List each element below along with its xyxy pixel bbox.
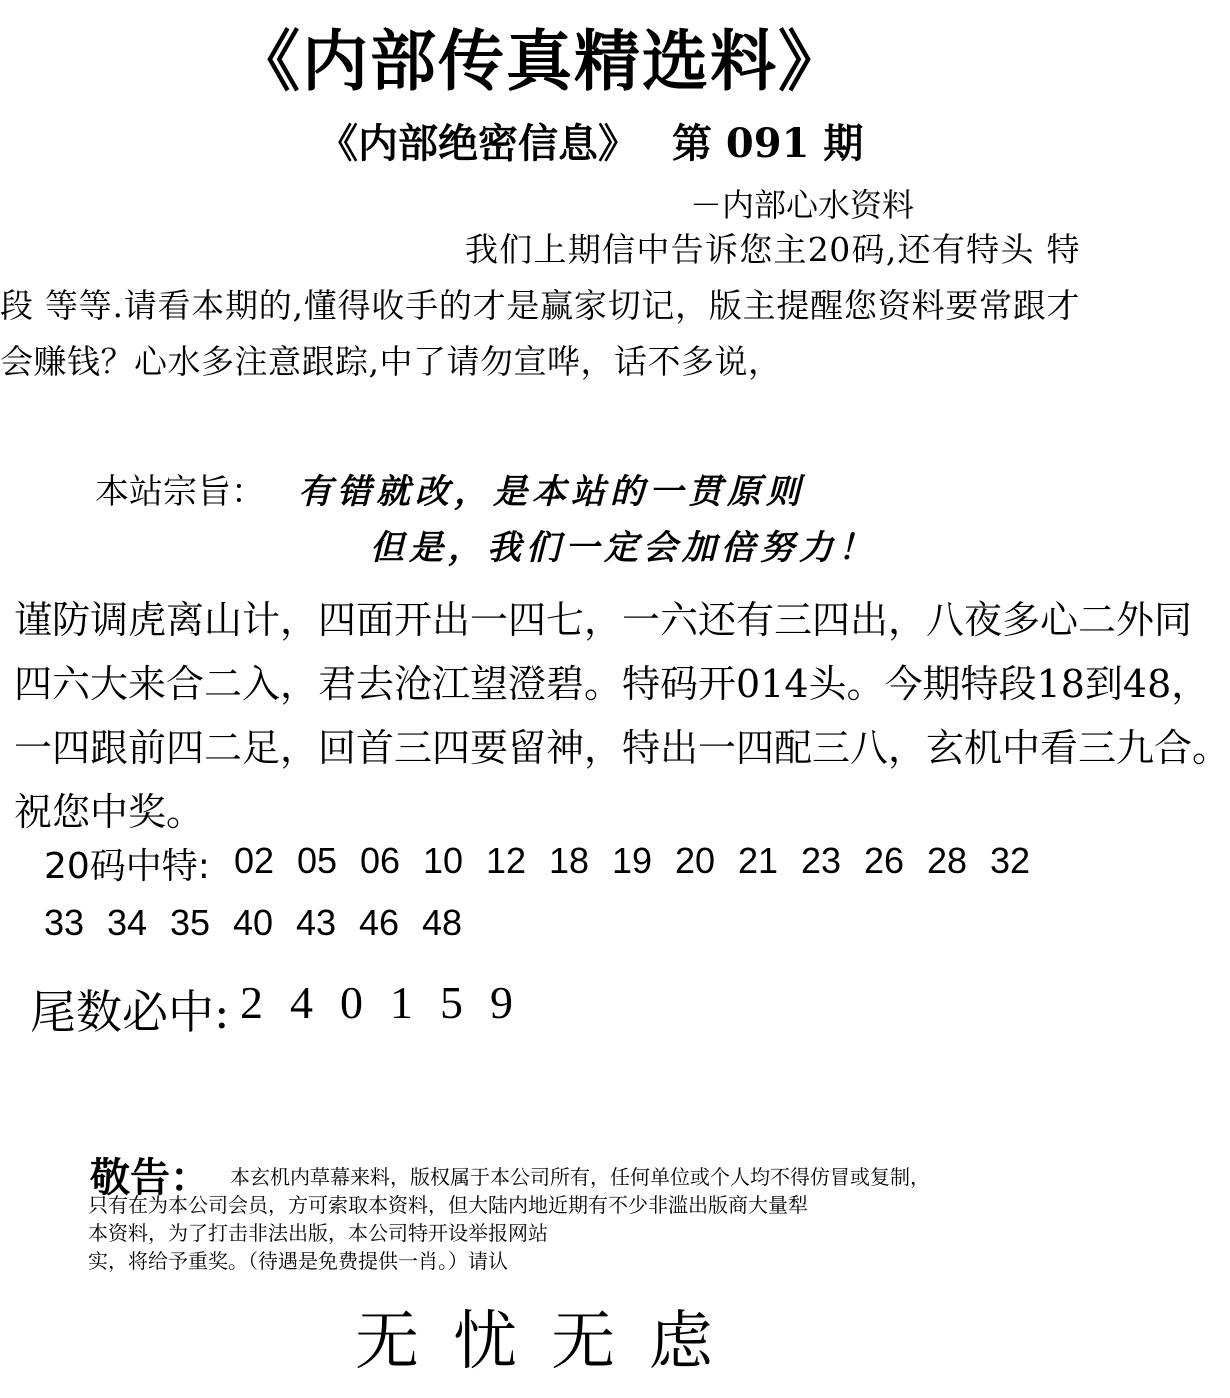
number-item: 48 bbox=[422, 902, 463, 943]
number-item: 32 bbox=[990, 840, 1031, 881]
tail-digit: 4 bbox=[290, 977, 313, 1028]
page-title: 《内部传真精选料》 bbox=[234, 22, 846, 100]
tail-digit: 0 bbox=[340, 977, 363, 1028]
footer-slogan: 无忧无虑 bbox=[355, 1305, 747, 1379]
notice-line: 实，将给予重奖。（待遇是免费提供一肖。）请认 bbox=[88, 1249, 508, 1273]
number-item: 06 bbox=[360, 840, 401, 881]
number-item: 34 bbox=[107, 902, 148, 943]
number-item: 12 bbox=[486, 840, 527, 881]
number-item: 23 bbox=[801, 840, 842, 881]
motto-line-2: 但是，我们一定会加倍努力！ bbox=[370, 528, 877, 568]
number-item: 18 bbox=[549, 840, 590, 881]
number-item: 46 bbox=[359, 902, 400, 943]
poem-line: 一四跟前四二足，回首三四要留神，特出一四配三八，玄机中看三九合。 bbox=[14, 726, 1230, 770]
number-item: 26 bbox=[864, 840, 905, 881]
poem-block bbox=[14, 588, 1230, 844]
number-item: 40 bbox=[233, 902, 274, 943]
notice-line: 只有在为本公司会员，方可索取本资料，但大陆内地近期有不少非滥出版商大量犁 bbox=[88, 1193, 808, 1217]
number-item: 33 bbox=[44, 902, 85, 943]
number-item: 43 bbox=[296, 902, 337, 943]
subtitle: 《内部绝密信息》 bbox=[318, 120, 638, 167]
tail-digits bbox=[240, 976, 540, 1029]
tail-digit: 1 bbox=[390, 977, 413, 1028]
intro-paragraph: 我们上期信中告诉您主20码,还有特头 特段 等等.请看本期的,懂得收手的才是赢家切记，版主提醒您资料要常跟才会赚钱？心水多注意跟踪,中了请勿宣哗，话不多说， bbox=[0, 230, 1080, 381]
tail-digit: 9 bbox=[490, 977, 513, 1028]
notice-line: 本资料，为了打击非法出版，本公司特开设举报网站 bbox=[88, 1221, 548, 1245]
tail-label: 尾数必中: bbox=[30, 985, 230, 1039]
numbers-row-2 bbox=[44, 902, 485, 944]
numbers-label: 20码中特: bbox=[44, 846, 210, 887]
poem-line: 祝您中奖。 bbox=[14, 790, 205, 834]
number-item: 10 bbox=[423, 840, 464, 881]
number-item: 05 bbox=[297, 840, 338, 881]
numbers-row-1 bbox=[234, 840, 1053, 882]
motto-label: 本站宗旨： bbox=[95, 472, 265, 512]
number-item: 02 bbox=[234, 840, 275, 881]
notice-line: 本玄机内草幕来料，版权属于本公司所有，任何单位或个人均不得仿冒或复制， bbox=[230, 1165, 930, 1189]
number-item: 20 bbox=[675, 840, 716, 881]
motto-line-1: 有错就改，是本站的一贯原则 bbox=[298, 472, 805, 512]
tail-digit: 5 bbox=[440, 977, 463, 1028]
notice-text bbox=[88, 1163, 930, 1275]
tail-digit: 2 bbox=[240, 977, 263, 1028]
number-item: 19 bbox=[612, 840, 653, 881]
issue-number: 第 091 期 bbox=[672, 120, 864, 167]
number-item: 21 bbox=[738, 840, 779, 881]
source-label: －内部心水资料 bbox=[690, 186, 915, 224]
notice-label: 敬告： bbox=[90, 1154, 210, 1201]
number-item: 35 bbox=[170, 902, 211, 943]
poem-line: 谨防调虎离山计，四面开出一四七，一六还有三四出，八夜多心二外同 bbox=[14, 598, 1193, 642]
number-item: 28 bbox=[927, 840, 968, 881]
poem-line: 四六大来合二入，君去沧江望澄碧。特码开014头。今期特段18到48， bbox=[14, 662, 1210, 706]
